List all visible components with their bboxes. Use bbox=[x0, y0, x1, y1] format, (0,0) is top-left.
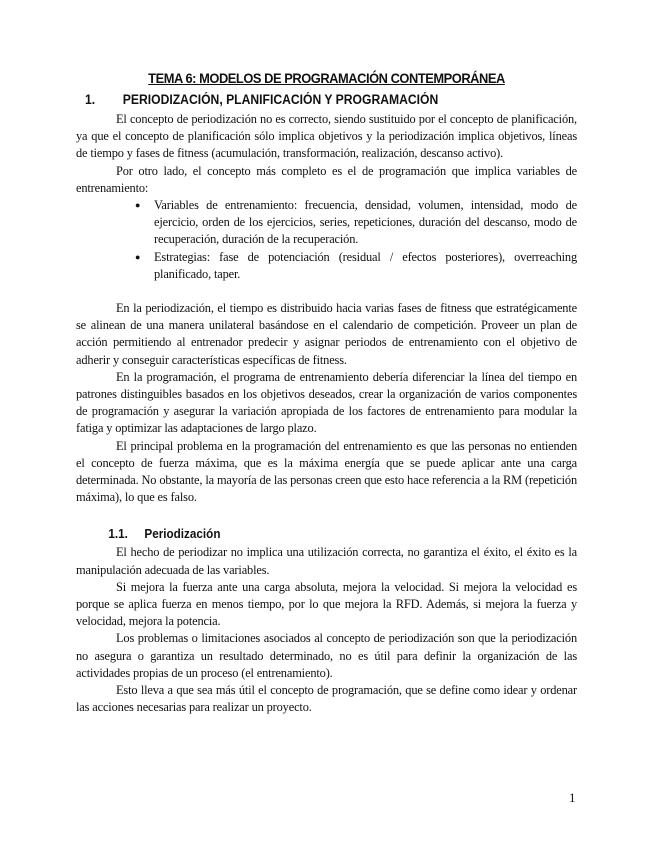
section-heading-1 bbox=[76, 92, 527, 107]
paragraph: El concepto de periodización no es correcto, siendo sustituido por el concepto de planificación, ya que el concepto de planificación sólo implica objetivos y la periodización implica objetivos, líneas de tiempo y fases de fitness (acumulación, transformación, realización, descanso activo). bbox=[76, 112, 577, 161]
paragraph: Esto lleva a que sea más útil el concepto de programación, que se define como idear y ordenar las acciones necesarias para realizar un proyecto. bbox=[76, 683, 577, 715]
page-number: 1 bbox=[569, 790, 576, 805]
paragraph: El hecho de periodizar no implica una utilización correcta, no garantiza el éxito, el éxito es la manipulación adecuada de las variables. bbox=[76, 545, 577, 577]
bullet-list bbox=[76, 197, 577, 283]
subsection-heading-1-1 bbox=[76, 526, 527, 541]
paragraph: En la periodización, el tiempo es distribuido hacia varias fases de fitness que estratégicamente se alinean de una manera unilateral basándose en el calendario de competición. Proveer un plan de acción permitiendo al entrenador predecir y asignar periodos de entrenamiento con el objetivo de adherir y conseguir características específicas de fitness. bbox=[76, 301, 577, 367]
paragraph: Los problemas o limitaciones asociados al concepto de periodización son que la periodización no asegura o garantiza un resultado determinado, no es útil para definir la organización de las actividades propias de un proceso (el entrenamiento). bbox=[76, 631, 577, 680]
list-item: ● Variables de entrenamiento: frecuencia, densidad, volumen, intensidad, modo de ejercicio, orden de los ejercicios, series, repeticiones, duración del descanso, modo de recuperación, duración de la recuperación. bbox=[154, 197, 577, 249]
paragraph: Por otro lado, el concepto más completo es el de programación que implica variables de entrenamiento: bbox=[76, 163, 577, 195]
section-number: 1. bbox=[85, 92, 96, 107]
section-title: PERIODIZACIÓN, PLANIFICACIÓN Y PROGRAMACIÓN bbox=[122, 92, 439, 107]
paragraph: El principal problema en la programación del entrenamiento es que las personas no entienden el concepto de fuerza máxima, que es la máxima energía que se puede aplicar ante una carga determinada. No obstante, la mayoría de las personas creen que esto hace referencia a la RM (repetición máxima), lo que es falso. bbox=[76, 438, 577, 505]
paragraph: Si mejora la fuerza ante una carga absoluta, mejora la velocidad. Si mejora la velocidad es porque se aplica fuerza en menos tiempo, por lo que mejora la RFD. Además, si mejora la fuerza y velocidad, mejora la potencia. bbox=[76, 579, 577, 629]
document-title: TEMA 6: MODELOS DE PROGRAMACIÓN CONTEMPORÁNEA bbox=[148, 70, 505, 86]
subsection-number: 1.1. bbox=[108, 526, 128, 542]
document-page bbox=[76, 70, 577, 717]
list-item: ● Estrategias: fase de potenciación (residual / efectos posteriores), overreaching planificado, taper. bbox=[154, 249, 577, 283]
subsection-title: Periodización bbox=[144, 526, 221, 542]
paragraph: En la programación, el programa de entrenamiento debería diferenciar la línea del tiempo en patrones distinguibles basados en los objetivos deseados, crear la organización de varios componentes de programación y asegurar la variación apropiada de los factores de entrenamiento para modular la fatiga y optimizar las adaptaciones de largo plazo. bbox=[76, 369, 577, 436]
